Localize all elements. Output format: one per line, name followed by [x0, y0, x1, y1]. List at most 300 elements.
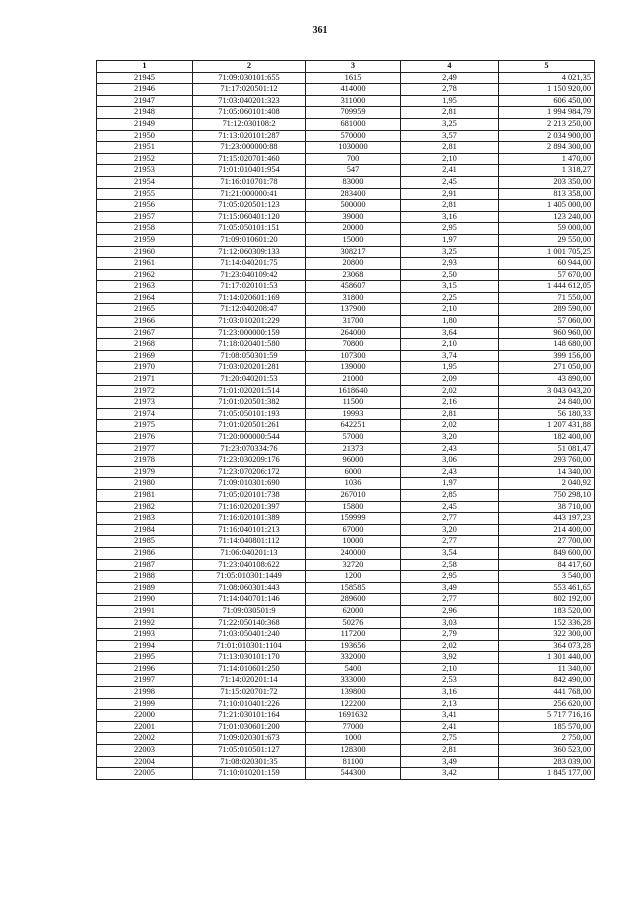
record-number-cell: 21975 [97, 420, 193, 432]
table-row [97, 258, 595, 270]
page-number: 361 [312, 25, 328, 36]
table-row [97, 188, 595, 200]
value-cell: 4 021,35 [499, 72, 595, 84]
registry-table [96, 60, 595, 780]
record-number-cell: 21980 [97, 478, 193, 490]
table-row [97, 95, 595, 107]
record-number-cell: 21977 [97, 443, 193, 455]
cadastral-number-cell: 71:17:020101:53 [193, 281, 306, 293]
value-cell: 185 570,00 [499, 721, 595, 733]
cadastral-number-cell: 71:05:010301:1449 [193, 571, 306, 583]
rate-cell: 2,77 [401, 594, 499, 606]
table-row [97, 432, 595, 444]
table-row [97, 710, 595, 722]
record-number-cell: 21969 [97, 350, 193, 362]
record-number-cell: 21968 [97, 339, 193, 351]
table-row [97, 652, 595, 664]
cadastral-number-cell: 71:23:000000:159 [193, 327, 306, 339]
rate-cell: 2,09 [401, 374, 499, 386]
area-cell: 547 [306, 165, 401, 177]
record-number-cell: 21967 [97, 327, 193, 339]
rate-cell: 2,75 [401, 733, 499, 745]
table-row [97, 466, 595, 478]
value-cell: 3 540,00 [499, 571, 595, 583]
value-cell: 1 207 431,88 [499, 420, 595, 432]
record-number-cell: 21952 [97, 153, 193, 165]
area-cell: 159999 [306, 513, 401, 525]
table-row [97, 142, 595, 154]
cadastral-number-cell: 71:03:010201:229 [193, 316, 306, 328]
area-cell: 308217 [306, 246, 401, 258]
area-cell: 67000 [306, 524, 401, 536]
record-number-cell: 21958 [97, 223, 193, 235]
value-cell: 60 944,00 [499, 258, 595, 270]
record-number-cell: 21962 [97, 269, 193, 281]
rate-cell: 2,53 [401, 675, 499, 687]
column-header-2: 2 [193, 61, 306, 73]
record-number-cell: 21983 [97, 513, 193, 525]
record-number-cell: 21950 [97, 130, 193, 142]
record-number-cell: 21954 [97, 176, 193, 188]
area-cell: 700 [306, 153, 401, 165]
record-number-cell: 21990 [97, 594, 193, 606]
rate-cell: 2,78 [401, 84, 499, 96]
cadastral-number-cell: 71:14:040201:75 [193, 258, 306, 270]
cadastral-number-cell: 71:12:030108:2 [193, 118, 306, 130]
value-cell: 1 405 000,00 [499, 200, 595, 212]
table-row [97, 733, 595, 745]
table-row [97, 165, 595, 177]
cadastral-number-cell: 71:23:000000:88 [193, 142, 306, 154]
rate-cell: 2,10 [401, 304, 499, 316]
value-cell: 2 750,00 [499, 733, 595, 745]
table-row [97, 524, 595, 536]
area-cell: 19993 [306, 408, 401, 420]
value-cell: 750 298,10 [499, 489, 595, 501]
table-row [97, 327, 595, 339]
record-number-cell: 21955 [97, 188, 193, 200]
value-cell: 24 840,00 [499, 397, 595, 409]
value-cell: 849 600,00 [499, 547, 595, 559]
rate-cell: 2,45 [401, 176, 499, 188]
cadastral-number-cell: 71:14:040701:146 [193, 594, 306, 606]
rate-cell: 3,64 [401, 327, 499, 339]
rate-cell: 2,16 [401, 397, 499, 409]
cadastral-number-cell: 71:03:040201:323 [193, 95, 306, 107]
cadastral-number-cell: 71:10:010401:226 [193, 698, 306, 710]
record-number-cell: 21960 [97, 246, 193, 258]
record-number-cell: 21970 [97, 362, 193, 374]
table-row [97, 362, 595, 374]
value-cell: 1 994 984,79 [499, 107, 595, 119]
area-cell: 32720 [306, 559, 401, 571]
rate-cell: 2,10 [401, 663, 499, 675]
cadastral-number-cell: 71:01:020501:261 [193, 420, 306, 432]
cadastral-number-cell: 71:01:020501:382 [193, 397, 306, 409]
area-cell: 39000 [306, 211, 401, 223]
cadastral-number-cell: 71:09:030501:9 [193, 605, 306, 617]
record-number-cell: 21946 [97, 84, 193, 96]
value-cell: 2 034 900,00 [499, 130, 595, 142]
rate-cell: 2,02 [401, 420, 499, 432]
record-number-cell: 21998 [97, 687, 193, 699]
table-row [97, 130, 595, 142]
value-cell: 3 043 043,20 [499, 385, 595, 397]
table-row [97, 698, 595, 710]
cadastral-number-cell: 71:15:060401:120 [193, 211, 306, 223]
cadastral-number-cell: 71:17:020501:12 [193, 84, 306, 96]
cadastral-number-cell: 71:12:040208:47 [193, 304, 306, 316]
value-cell: 14 340,00 [499, 466, 595, 478]
table-row [97, 269, 595, 281]
value-cell: 11 340,00 [499, 663, 595, 675]
cadastral-number-cell: 71:08:050301:59 [193, 350, 306, 362]
table-header-row [97, 61, 595, 73]
cadastral-number-cell: 71:23:040109:42 [193, 269, 306, 281]
rate-cell: 3,49 [401, 756, 499, 768]
area-cell: 681000 [306, 118, 401, 130]
cadastral-number-cell: 71:20:000000:544 [193, 432, 306, 444]
value-cell: 2 213 250,00 [499, 118, 595, 130]
value-cell: 1 301 440,00 [499, 652, 595, 664]
value-cell: 214 400,00 [499, 524, 595, 536]
record-number-cell: 21971 [97, 374, 193, 386]
rate-cell: 2,13 [401, 698, 499, 710]
area-cell: 21000 [306, 374, 401, 386]
value-cell: 802 192,00 [499, 594, 595, 606]
area-cell: 6000 [306, 466, 401, 478]
rate-cell: 2,10 [401, 339, 499, 351]
area-cell: 23068 [306, 269, 401, 281]
area-cell: 333000 [306, 675, 401, 687]
value-cell: 399 156,00 [499, 350, 595, 362]
value-cell: 183 520,00 [499, 605, 595, 617]
record-number-cell: 21999 [97, 698, 193, 710]
table-row [97, 687, 595, 699]
cadastral-number-cell: 71:05:050101:193 [193, 408, 306, 420]
value-cell: 360 523,00 [499, 745, 595, 757]
cadastral-number-cell: 71:08:020301:35 [193, 756, 306, 768]
table-row [97, 443, 595, 455]
table-row [97, 223, 595, 235]
record-number-cell: 21974 [97, 408, 193, 420]
record-number-cell: 21992 [97, 617, 193, 629]
table-row [97, 501, 595, 513]
cadastral-number-cell: 71:09:010301:690 [193, 478, 306, 490]
cadastral-number-cell: 71:08:060301:443 [193, 582, 306, 594]
value-cell: 2 040,92 [499, 478, 595, 490]
table-row [97, 629, 595, 641]
value-cell: 2 894 300,00 [499, 142, 595, 154]
area-cell: 283400 [306, 188, 401, 200]
value-cell: 364 073,28 [499, 640, 595, 652]
cadastral-number-cell: 71:01:010301:1104 [193, 640, 306, 652]
area-cell: 70800 [306, 339, 401, 351]
cadastral-number-cell: 71:23:040108:622 [193, 559, 306, 571]
rate-cell: 1,80 [401, 316, 499, 328]
table-row [97, 478, 595, 490]
table-row [97, 617, 595, 629]
cadastral-number-cell: 71:14:020201:14 [193, 675, 306, 687]
table-row [97, 72, 595, 84]
table-row [97, 281, 595, 293]
cadastral-number-cell: 71:16:010701:78 [193, 176, 306, 188]
value-cell: 293 760,00 [499, 455, 595, 467]
rate-cell: 2,77 [401, 513, 499, 525]
cadastral-number-cell: 71:05:060101:408 [193, 107, 306, 119]
value-cell: 322 300,00 [499, 629, 595, 641]
table-row [97, 339, 595, 351]
area-cell: 128300 [306, 745, 401, 757]
area-cell: 544300 [306, 768, 401, 780]
cadastral-number-cell: 71:01:020201:514 [193, 385, 306, 397]
value-cell: 842 490,00 [499, 675, 595, 687]
table-row [97, 559, 595, 571]
record-number-cell: 21989 [97, 582, 193, 594]
value-cell: 84 417,60 [499, 559, 595, 571]
rate-cell: 3,16 [401, 687, 499, 699]
rate-cell: 2,93 [401, 258, 499, 270]
rate-cell: 3,57 [401, 130, 499, 142]
area-cell: 77000 [306, 721, 401, 733]
table-row [97, 374, 595, 386]
cadastral-number-cell: 71:23:070334:76 [193, 443, 306, 455]
cadastral-number-cell: 71:20:040201:53 [193, 374, 306, 386]
rate-cell: 3,03 [401, 617, 499, 629]
value-cell: 443 197,23 [499, 513, 595, 525]
record-number-cell: 22000 [97, 710, 193, 722]
rate-cell: 2,81 [401, 142, 499, 154]
rate-cell: 2,81 [401, 200, 499, 212]
cadastral-number-cell: 71:03:050401:240 [193, 629, 306, 641]
area-cell: 414000 [306, 84, 401, 96]
value-cell: 148 680,00 [499, 339, 595, 351]
cadastral-number-cell: 71:03:020201:281 [193, 362, 306, 374]
rate-cell: 3,25 [401, 246, 499, 258]
table-body [97, 72, 595, 779]
rate-cell: 2,43 [401, 466, 499, 478]
table-row [97, 107, 595, 119]
rate-cell: 2,43 [401, 443, 499, 455]
record-number-cell: 21987 [97, 559, 193, 571]
table-row [97, 571, 595, 583]
cadastral-number-cell: 71:05:020501:123 [193, 200, 306, 212]
cadastral-number-cell: 71:12:060309:133 [193, 246, 306, 258]
record-number-cell: 21994 [97, 640, 193, 652]
area-cell: 1000 [306, 733, 401, 745]
value-cell: 441 768,00 [499, 687, 595, 699]
cadastral-number-cell: 71:05:050101:151 [193, 223, 306, 235]
table-row [97, 605, 595, 617]
value-cell: 813 358,00 [499, 188, 595, 200]
cadastral-number-cell: 71:16:020101:389 [193, 513, 306, 525]
table-row [97, 756, 595, 768]
value-cell: 5 717 716,16 [499, 710, 595, 722]
record-number-cell: 21951 [97, 142, 193, 154]
area-cell: 458607 [306, 281, 401, 293]
rate-cell: 2,95 [401, 223, 499, 235]
area-cell: 31700 [306, 316, 401, 328]
record-number-cell: 22003 [97, 745, 193, 757]
table-row [97, 513, 595, 525]
cadastral-number-cell: 71:01:010401:954 [193, 165, 306, 177]
area-cell: 20000 [306, 223, 401, 235]
table-row [97, 84, 595, 96]
rate-cell: 3,42 [401, 768, 499, 780]
rate-cell: 1,95 [401, 95, 499, 107]
cadastral-number-cell: 71:14:010601:250 [193, 663, 306, 675]
table-row [97, 234, 595, 246]
value-cell: 960 960,00 [499, 327, 595, 339]
record-number-cell: 21991 [97, 605, 193, 617]
record-number-cell: 21988 [97, 571, 193, 583]
rate-cell: 2,25 [401, 292, 499, 304]
area-cell: 5400 [306, 663, 401, 675]
column-header-4: 4 [401, 61, 499, 73]
cadastral-number-cell: 71:05:020101:738 [193, 489, 306, 501]
table-row [97, 640, 595, 652]
record-number-cell: 22005 [97, 768, 193, 780]
table-row [97, 594, 595, 606]
record-number-cell: 21972 [97, 385, 193, 397]
area-cell: 20800 [306, 258, 401, 270]
rate-cell: 3,74 [401, 350, 499, 362]
record-number-cell: 21985 [97, 536, 193, 548]
value-cell: 256 620,00 [499, 698, 595, 710]
value-cell: 38 710,00 [499, 501, 595, 513]
rate-cell: 2,58 [401, 559, 499, 571]
value-cell: 1 845 177,00 [499, 768, 595, 780]
cadastral-number-cell: 71:16:020201:397 [193, 501, 306, 513]
area-cell: 117200 [306, 629, 401, 641]
cadastral-number-cell: 71:23:030209:176 [193, 455, 306, 467]
rate-cell: 3,92 [401, 652, 499, 664]
table-row [97, 118, 595, 130]
record-number-cell: 21986 [97, 547, 193, 559]
area-cell: 122200 [306, 698, 401, 710]
area-cell: 332000 [306, 652, 401, 664]
record-number-cell: 21993 [97, 629, 193, 641]
cadastral-number-cell: 71:06:040201:13 [193, 547, 306, 559]
rate-cell: 2,49 [401, 72, 499, 84]
rate-cell: 2,91 [401, 188, 499, 200]
area-cell: 193656 [306, 640, 401, 652]
record-number-cell: 21947 [97, 95, 193, 107]
cadastral-number-cell: 71:21:000000:41 [193, 188, 306, 200]
record-number-cell: 22002 [97, 733, 193, 745]
value-cell: 289 590,00 [499, 304, 595, 316]
rate-cell: 2,50 [401, 269, 499, 281]
cadastral-number-cell: 71:05:010501:127 [193, 745, 306, 757]
rate-cell: 2,95 [401, 571, 499, 583]
value-cell: 51 081,47 [499, 443, 595, 455]
cadastral-number-cell: 71:09:010601:20 [193, 234, 306, 246]
value-cell: 553 461,65 [499, 582, 595, 594]
rate-cell: 2,79 [401, 629, 499, 641]
record-number-cell: 22004 [97, 756, 193, 768]
table-row [97, 721, 595, 733]
column-header-5: 5 [499, 61, 595, 73]
value-cell: 283 039,00 [499, 756, 595, 768]
record-number-cell: 21956 [97, 200, 193, 212]
record-number-cell: 21964 [97, 292, 193, 304]
record-number-cell: 21995 [97, 652, 193, 664]
area-cell: 1691632 [306, 710, 401, 722]
table-row [97, 350, 595, 362]
value-cell: 27 700,00 [499, 536, 595, 548]
record-number-cell: 21948 [97, 107, 193, 119]
record-number-cell: 21982 [97, 501, 193, 513]
column-header-1: 1 [97, 61, 193, 73]
area-cell: 240000 [306, 547, 401, 559]
cadastral-number-cell: 71:14:040801:112 [193, 536, 306, 548]
value-cell: 182 400,00 [499, 432, 595, 444]
value-cell: 57 060,00 [499, 316, 595, 328]
area-cell: 31800 [306, 292, 401, 304]
rate-cell: 3,15 [401, 281, 499, 293]
table-row [97, 292, 595, 304]
rate-cell: 2,02 [401, 640, 499, 652]
record-number-cell: 21965 [97, 304, 193, 316]
area-cell: 139000 [306, 362, 401, 374]
area-cell: 21373 [306, 443, 401, 455]
rate-cell: 2,10 [401, 153, 499, 165]
cadastral-number-cell: 71:15:020701:72 [193, 687, 306, 699]
area-cell: 137900 [306, 304, 401, 316]
rate-cell: 3,49 [401, 582, 499, 594]
value-cell: 203 350,00 [499, 176, 595, 188]
cadastral-number-cell: 71:16:040101:213 [193, 524, 306, 536]
table-row [97, 153, 595, 165]
table-row [97, 176, 595, 188]
rate-cell: 3,20 [401, 524, 499, 536]
cadastral-number-cell: 71:13:030101:170 [193, 652, 306, 664]
cadastral-number-cell: 71:23:070206:172 [193, 466, 306, 478]
record-number-cell: 21973 [97, 397, 193, 409]
record-number-cell: 21996 [97, 663, 193, 675]
area-cell: 500000 [306, 200, 401, 212]
table-row [97, 536, 595, 548]
value-cell: 71 550,00 [499, 292, 595, 304]
area-cell: 15800 [306, 501, 401, 513]
area-cell: 1030000 [306, 142, 401, 154]
area-cell: 570000 [306, 130, 401, 142]
value-cell: 57 670,00 [499, 269, 595, 281]
area-cell: 11500 [306, 397, 401, 409]
area-cell: 1200 [306, 571, 401, 583]
table-row [97, 582, 595, 594]
area-cell: 107300 [306, 350, 401, 362]
rate-cell: 3,06 [401, 455, 499, 467]
cadastral-number-cell: 71:14:020601:169 [193, 292, 306, 304]
table-row [97, 745, 595, 757]
rate-cell: 3,16 [401, 211, 499, 223]
table-row [97, 397, 595, 409]
rate-cell: 2,45 [401, 501, 499, 513]
cadastral-number-cell: 71:18:020401:580 [193, 339, 306, 351]
rate-cell: 2,81 [401, 408, 499, 420]
rate-cell: 3,25 [401, 118, 499, 130]
rate-cell: 3,54 [401, 547, 499, 559]
value-cell: 271 050,00 [499, 362, 595, 374]
area-cell: 1615 [306, 72, 401, 84]
cadastral-number-cell: 71:09:030101:655 [193, 72, 306, 84]
table-row [97, 385, 595, 397]
area-cell: 83000 [306, 176, 401, 188]
rate-cell: 2,41 [401, 721, 499, 733]
record-number-cell: 21949 [97, 118, 193, 130]
cadastral-number-cell: 71:10:010201:159 [193, 768, 306, 780]
